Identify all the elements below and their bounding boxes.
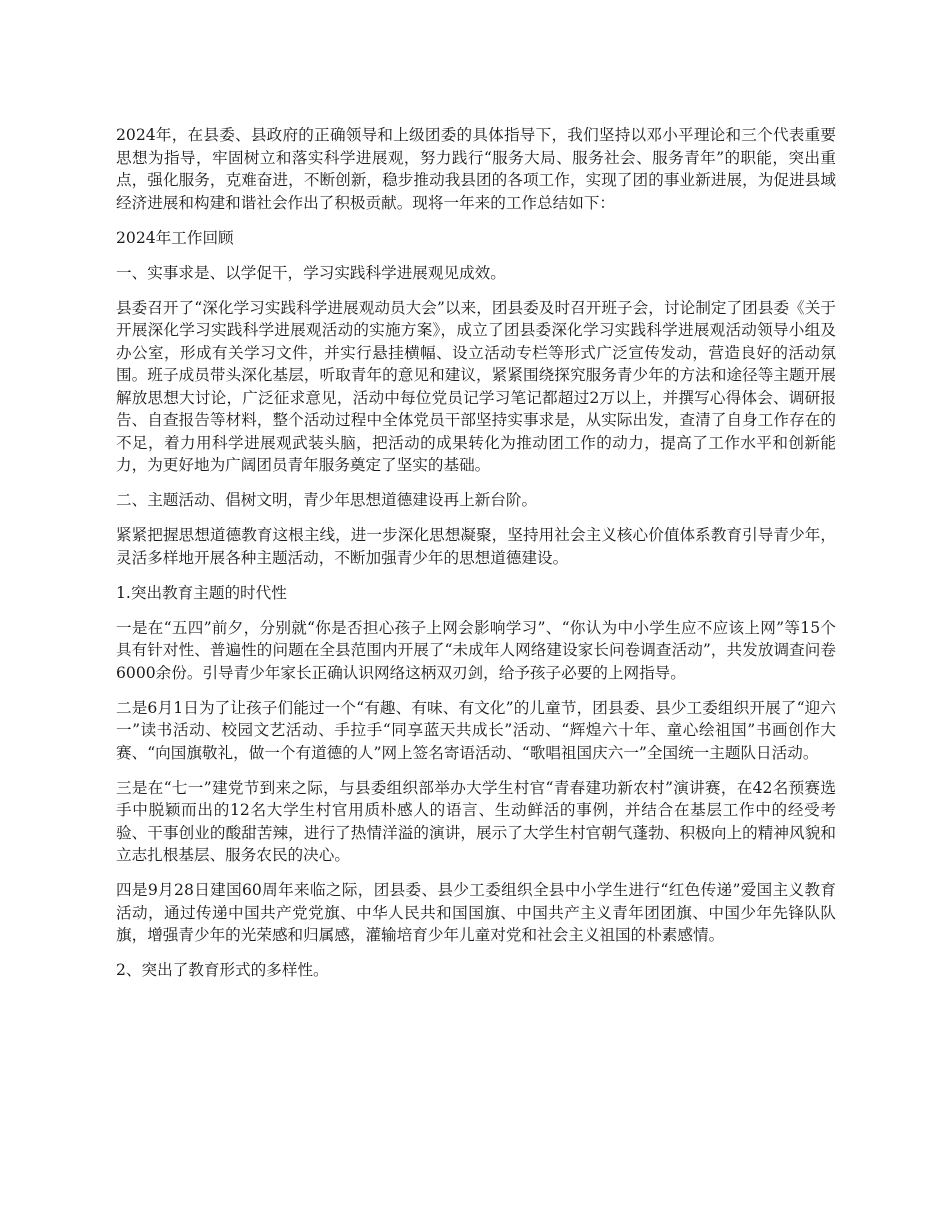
subheading-1: 1.突出教育主题的时代性 xyxy=(116,583,287,602)
section-1-paragraph: 县委召开了“深化学习实践科学进展观动员大会”以来，团县委及时召开班子会，讨论制定了团县委《关于开展深化学习实践科学进展观活动的实施方案》，成立了团县委深化学习实践科学进展观活动领导小组及办公室，形成有关学习文件，并实行悬挂横幅、设立活动专栏等形式广泛宣传发动，营造良好的活动氛围。班子成员带头深化基层，听取青年的意见和建议，紧紧围绕探究服务青少年的方法和途径等主题开展解放思想大讨论，广泛征求意见，活动中每位党员记学习笔记都超过2万以上，并撰写心得体会、调研报告、自查报告等材料，整个活动过程中全体党员干部坚持实事求是，从实际出发，查清了自身工作存在的不足，着力用科学进展观武装头脑，把活动的成果转化为推动团工作的动力，提高了工作水平和创新能力，为更好地为广阔团员青年服务奠定了坚实的基础。 xyxy=(116,298,836,474)
section-2-intro-paragraph: 紧紧把握思想道德教育这根主线，进一步深化思想凝聚，坚持用社会主义核心价值体系教育引导青少年，灵活多样地开展各种主题活动，不断加强青少年的思想道德建设。 xyxy=(116,526,836,567)
subheading-2: 2、突出了教育形式的多样性。 xyxy=(116,961,329,979)
item-4-paragraph: 四是9月28日建国60周年来临之际，团县委、县少工委组织全县中小学生进行“红色传递”爱国主义教育活动，通过传递中国共产党党旗、中华人民共和国国旗、中国共产主义青年团团旗、中国少年先锋队队旗，增强青少年的光荣感和归属感，灌输培育少年儿童对党和社会主义祖国的朴素感情。 xyxy=(116,881,836,944)
intro-paragraph: 2024年，在县委、县政府的正确领导和上级团委的具体指导下，我们坚持以邓小平理论和三个代表重要思想为指导，牢固树立和落实科学进展观，努力践行“服务大局、服务社会、服务青年”的职能，突出重点，强化服务，克难奋进，不断创新，稳步推动我县团的各项工作，实现了团的事业新进展，为促进县域经济进展和构建和谐社会作出了积极贡献。现将一年来的工作总结如下： xyxy=(116,126,836,212)
section-heading-review: 2024年工作回顾 xyxy=(116,228,234,247)
item-3-paragraph: 三是在“七一”建党节到来之际，与县委组织部举办大学生村官“青春建功新农村”演讲赛，在42名预赛选手中脱颖而出的12名大学生村官用质朴感人的语言、生动鲜活的事例，并结合在基层工作中的经受考验、干事创业的酸甜苦辣，进行了热情洋溢的演讲，展示了大学生村官朝气蓬勃、积极向上的精神风貌和立志扎根基层、服务农民的决心。 xyxy=(116,778,836,864)
document-body xyxy=(116,124,836,994)
section-heading-2: 二、主题活动、倡树文明，青少年思想道德建设再上新台阶。 xyxy=(116,491,538,509)
section-heading-1: 一、实事求是、以学促干，学习实践科学进展观见成效。 xyxy=(116,263,506,282)
item-2-paragraph: 二是6月1日为了让孩子们能过一个“有趣、有味、有文化”的儿童节，团县委、县少工委组织开展了“迎六一”读书活动、校园文艺活动、手拉手“同享蓝天共成长”活动、“辉煌六十年、童心绘祖国”书画创作大赛、“向国旗敬礼，做一个有道德的人”网上签名寄语活动、“歌唱祖国庆六一”全国统一主题队日活动。 xyxy=(116,698,836,762)
item-1-paragraph: 一是在“五四”前夕，分别就“你是否担心孩子上网会影响学习”、“你认为中小学生应不应该上网”等15个具有针对性、普遍性的问题在全县范围内开展了“未成年人网络建设家长问卷调查活动”，共发放调查问卷6000余份。引导青少年家长正确认识网络这柄双刃剑，给予孩子必要的上网指导。 xyxy=(116,618,836,682)
